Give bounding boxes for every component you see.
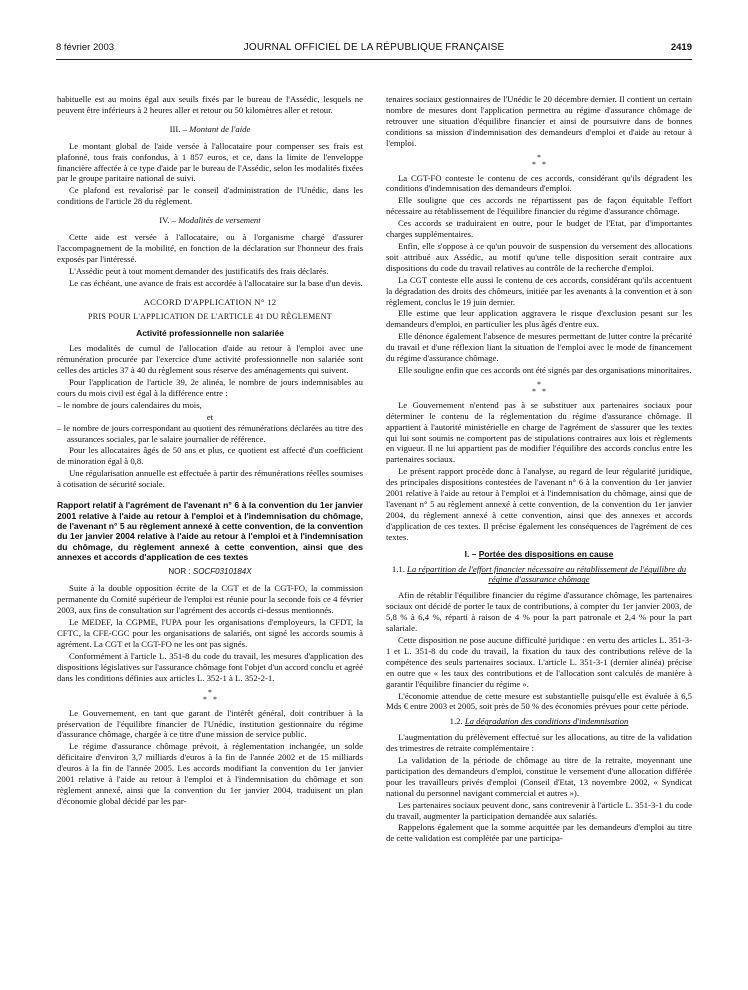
paragraph: Cette aide est versée à l'allocataire, ou à l'organisme chargé d'assurer l'accompagnement de la mobilité, en fonction de la déclaration sur l'honneur des frais exposés par l'intéressé. <box>57 232 363 264</box>
subsection-number: 1.2. <box>449 716 463 727</box>
star-glyph-pair: * * <box>532 159 546 169</box>
paragraph: Elle estime que leur application aggravera le risque d'exclusion pesant sur les demandeurs d'emploi, en particulier les plus âgés d'entre eux. <box>386 308 692 330</box>
section-heading-iii <box>57 124 363 135</box>
paragraph: Le Gouvernement n'entend pas à se substituer aux partenaires sociaux pour déterminer le contenu de la réglementation du régime d'assurance chômage. Il appartient à l'autorité ministérielle en charge de l'agrément de s'assurer que les textes qui lui sont soumis ne comportent pas de stipulations contraires aux lois et règlements en vigueur. Il ne lui appartient pas de modifier l'équilibre des accords conclus entre les partenaires sociaux. <box>386 399 692 465</box>
paragraph: Afin de rétablir l'équilibre financier du régime d'assurance chômage, les partenaires sociaux ont décidé de porter le taux de contributions, à compter du 1er janvier 2003, de 5,8 % à 6,4 %, réparti à raison de 4 % pour la part patronale et 2,4 % pour la part salariale. <box>386 590 692 634</box>
header-rule <box>56 59 692 60</box>
part-number: I. – <box>464 548 477 559</box>
asterism <box>386 154 692 168</box>
paragraph: Pour les allocataires âgés de 50 ans et plus, ce quotient est affecté d'un coefficient de minoration égal à 0,8. <box>57 445 363 467</box>
paragraph: Cette disposition ne pose aucune difficulté juridique : en vertu des articles L. 351-3-1 et L. 351-8 du code du travail, la fixation du taux des contributions relève de la compétence des seuls partenaires sociaux. L'article L. 351-3-1 (dernier alinéa) précise en outre que « les taux des contributions et de l'allocation sont calculés de manière à garantir l'équilibre financier du régime ». <box>386 634 692 689</box>
dash-list <box>57 400 363 411</box>
paragraph: Le Gouvernement, en tant que garant de l'intérêt général, doit contribuer à la préservation de l'équilibre financier de l'Unédic, institution gestionnaire du régime d'assurance chômage, chargée à ce titre d'une mission de service public. <box>57 707 363 740</box>
asterism <box>386 381 692 395</box>
paragraph: Les modalités de cumul de l'allocation d'aide au retour à l'emploi avec une rémunération procurée par l'exercice d'une activité professionnelle non salariée sont celles des articles 37 à 40 du règlement sous réserve des aménagements qui suivent. <box>57 343 363 376</box>
activity-heading: Activité professionnelle non salariée <box>136 328 284 339</box>
paragraph: habituelle est au moins égal aux seuils fixés par le bureau de l'Assédic, lesquels ne peuvent être inférieurs à 2 heures aller et retour ou 50 kilomètres aller et retour. <box>57 94 363 115</box>
right-column <box>386 94 692 845</box>
list-item: – le nombre de jours correspondant au quotient des rémunérations déclarées au titre des assurances sociales, par le salaire journalier de référence. <box>57 422 363 444</box>
paragraph: Le MEDEF, la CGPME, l'UPA pour les organisations d'employeurs, la CFDT, la CFTC, la CFE-CGC pour les organisations de salariés, ont signé les accords soumis à agrément. La CGT et la CGT-FO ne les ont pas signés. <box>57 617 363 649</box>
section-number: IV. – <box>159 215 177 226</box>
paragraph: L'Assédic peut à tout moment demander des justificatifs des frais déclarés. <box>69 265 329 276</box>
paragraph: Le montant global de l'aide versée à l'allocataire pour compenser ses frais est plafonné, tous frais confondus, à 1 857 euros, et ce, dans la limite de l'enveloppe financière affectée à ce type d'aide par le bureau de l'Assédic, selon les modalités fixées par le groupe paritaire national de suivi. <box>57 140 363 184</box>
star-glyph-pair: * * <box>532 386 546 396</box>
section-title: Montant de l'aide <box>189 123 251 134</box>
nor-code: SOCF0310184X <box>192 566 252 576</box>
paragraph: Les partenaires sociaux peuvent donc, sans contrevenir à l'article L. 351-3-1 du code du travail, augmenter la participation demandée aux salariés. <box>386 799 692 821</box>
accord-heading: ACCORD D'APPLICATION N° 12 <box>143 296 277 307</box>
header-page-number: 2419 <box>670 42 692 53</box>
subsection-heading-1-2 <box>386 716 692 727</box>
paragraph: L'économie attendue de cette mesure est substantielle puisqu'elle est évaluée à 6,5 Mds € entre 2003 et 2005, soit près de 50 % des économies prévues pour cette période. <box>386 690 692 712</box>
part-title: Portée des dispositions en cause <box>478 548 614 559</box>
paragraph: Elle souligne enfin que ces accords ont été signés par des organisations minoritaires. <box>398 364 692 375</box>
section-heading-iv <box>57 215 363 226</box>
paragraph: Conformément à l'article L. 351-8 du code du travail, les mesures d'application des dispositions législatives sur l'assurance chômage font l'objet d'un accord conclu et agréé dans les conditions définies aux articles L. 352-1 à L. 352-2-1. <box>57 650 363 683</box>
star-glyph: * <box>537 152 541 162</box>
star-glyph-pair: * * <box>203 694 217 704</box>
accord-subheading: PRIS POUR L'APPLICATION DE L'ARTICLE 41 DU RÈGLEMENT <box>87 311 332 321</box>
paragraph: Le régime d'assurance chômage prévoit, à réglementation inchangée, un solde déficitaire d'environ 3,7 milliards d'euros à la fin de l'année 2002 et de 15 milliards d'euros à la fin de l'année 2005. Les accords modifiant la convention du 1er janvier 2001 relative à l'aide au retour à l'emploi et à l'indemnisation du chômage et son règlement annexé, ainsi que la convention du 1er janvier 2004, traduisent un plan d'économie global décidé par les par- <box>57 741 363 806</box>
subsection-title: La répartition de l'effort financier nécessaire au rétablissement de l'équilibre du régime d'assurance chômage <box>407 563 687 585</box>
paragraph: Le cas échéant, une avance de frais est accordée à l'allocataire sur la base d'un devis. <box>69 277 363 288</box>
paragraph: Enfin, elle s'oppose à ce qu'un pouvoir de suspension du versement des allocations soit attribué aux Assédic, au motif qu'une telle disposition serait contraire aux dispositions du code du travail relatives au contrôle de la recherche d'emploi. <box>386 240 692 273</box>
nor-label: NOR : <box>168 566 191 576</box>
subsection-heading-1-1 <box>386 564 692 586</box>
list-item: – le nombre de jours calendaires du mois, <box>57 399 202 410</box>
paragraph: Elle dénonce également l'absence de mesures permettant de lutter contre la précarité du travail et d'une réflexion liant la situation de l'emploi avec le mode de financement du régime d'assurance chômage. <box>386 331 692 364</box>
asterism <box>57 689 363 703</box>
subsection-number: 1.1. <box>391 563 405 574</box>
paragraph: Suite à la double opposition écrite de la CGT et de la CGT-FO, la commission permanente du Comité supérieur de l'emploi est réunie pour la seconde fois ce 4 février 2003, aux fins de consultation sur l'agrément des accords ci-dessus mentionnés. <box>57 583 363 616</box>
paragraph: Une régularisation annuelle est effectuée à partir des rémunérations réelles soumises à cotisation de sécurité sociale. <box>57 468 363 490</box>
paragraph: Pour l'application de l'article 39, 2e alinéa, le nombre de jours indemnisables au cours du mois civil est égal à la différence entre : <box>57 377 363 398</box>
paragraph: tenaires sociaux gestionnaires de l'Unédic le 20 décembre dernier. Il contient un certain nombre de mesures dont l'application permettra au régime d'assurance chômage de retrouver une situation d'équilibre financier et ainsi de poursuivre dans de bonnes conditions sa mission d'indemnisation des demandeurs d'emploi et d'aide au retour à l'emploi. <box>386 94 692 148</box>
header-journal-title: JOURNAL OFFICIEL DE LA RÉPUBLIQUE FRANÇAISE <box>243 42 505 53</box>
paragraph: L'augmentation du prélèvement effectué sur les allocations, au titre de la validation des trimestres de retraite complémentaire : <box>386 732 692 754</box>
paragraph: La validation de la période de chômage au titre de la retraite, moyennant une participation des demandeurs d'emploi, constitue le versement d'une allocation différée pour les travailleurs privés d'emploi (Conseil d'Etat, 13 novembre 2002, « Syndicat national du personnel navigant commercial et autres »). <box>386 755 692 798</box>
star-glyph: * <box>537 379 541 389</box>
paragraph: La CGT-FO conteste le contenu de ces accords, considérant qu'ils dégradent les conditions d'indemnisation des demandeurs d'emploi. <box>386 172 692 194</box>
nor-reference <box>57 567 363 578</box>
paragraph: Le présent rapport procède donc à l'analyse, au regard de leur régularité juridique, des principales dispositions contestées de l'avenant n° 6 à la convention du 1er janvier 2001 relative à l'aide au retour à l'emploi et à l'indemnisation du chômage, ainsi que de l'avenant n° 5 au règlement annexé à cette convention, de la convention du 1er janvier 2004, du règlement annexé à cette convention, ainsi que des annexes et accords d'application de ces textes. Il précise également les conséquences de l'agrément de ces textes. <box>386 466 692 542</box>
section-title: Modalités de versement <box>178 215 261 226</box>
conjunction-et: et <box>206 411 214 422</box>
paragraph: Rappelons également que la somme acquittée par les demandeurs d'emploi au titre de cette validation est complétée par une participa- <box>386 822 692 844</box>
paragraph: Elle souligne que ces accords ne répartissent pas de façon équitable l'effort nécessaire au rétablissement de l'équilibre financier du régime d'assurance chômage. <box>386 195 692 217</box>
part-heading <box>386 549 692 560</box>
paragraph: Ces accords se traduiraient en outre, pour le budget de l'Etat, par d'importantes charges supplémentaires. <box>386 218 692 240</box>
paragraph: Ce plafond est revalorisé par le conseil d'administration de l'Unédic, dans les conditions de l'article 28 du règlement. <box>57 185 363 207</box>
header-date: 8 février 2003 <box>56 42 115 53</box>
page-header <box>56 42 692 56</box>
dash-list <box>57 423 363 445</box>
left-column <box>57 94 363 808</box>
report-title: Rapport relatif à l'agrément de l'avenant n° 6 à la convention du 1er janvier 2001 relative à l'aide au retour à l'emploi et à l'indemnisation du chômage, de l'avenant n° 5 au règlement annexé à cette convention, de la convention du 1er janvier 2004 relative à l'aide au retour à l'emploi et à l'indemnisation du chômage, du règlement annexé à cette convention, ainsi que des annexes et accords d'application de ces textes <box>57 500 363 563</box>
section-number: III. – <box>169 123 187 134</box>
star-glyph: * <box>208 687 212 697</box>
paragraph: La CGT conteste elle aussi le contenu de ces accords, considérant qu'ils accentuent la dégradation des droits des chômeurs, initiée par les avenants à la convention et à son règlement, conclus le 19 juin dernier. <box>386 274 692 307</box>
subsection-title: La dégradation des conditions d'indemnisation <box>464 716 629 727</box>
